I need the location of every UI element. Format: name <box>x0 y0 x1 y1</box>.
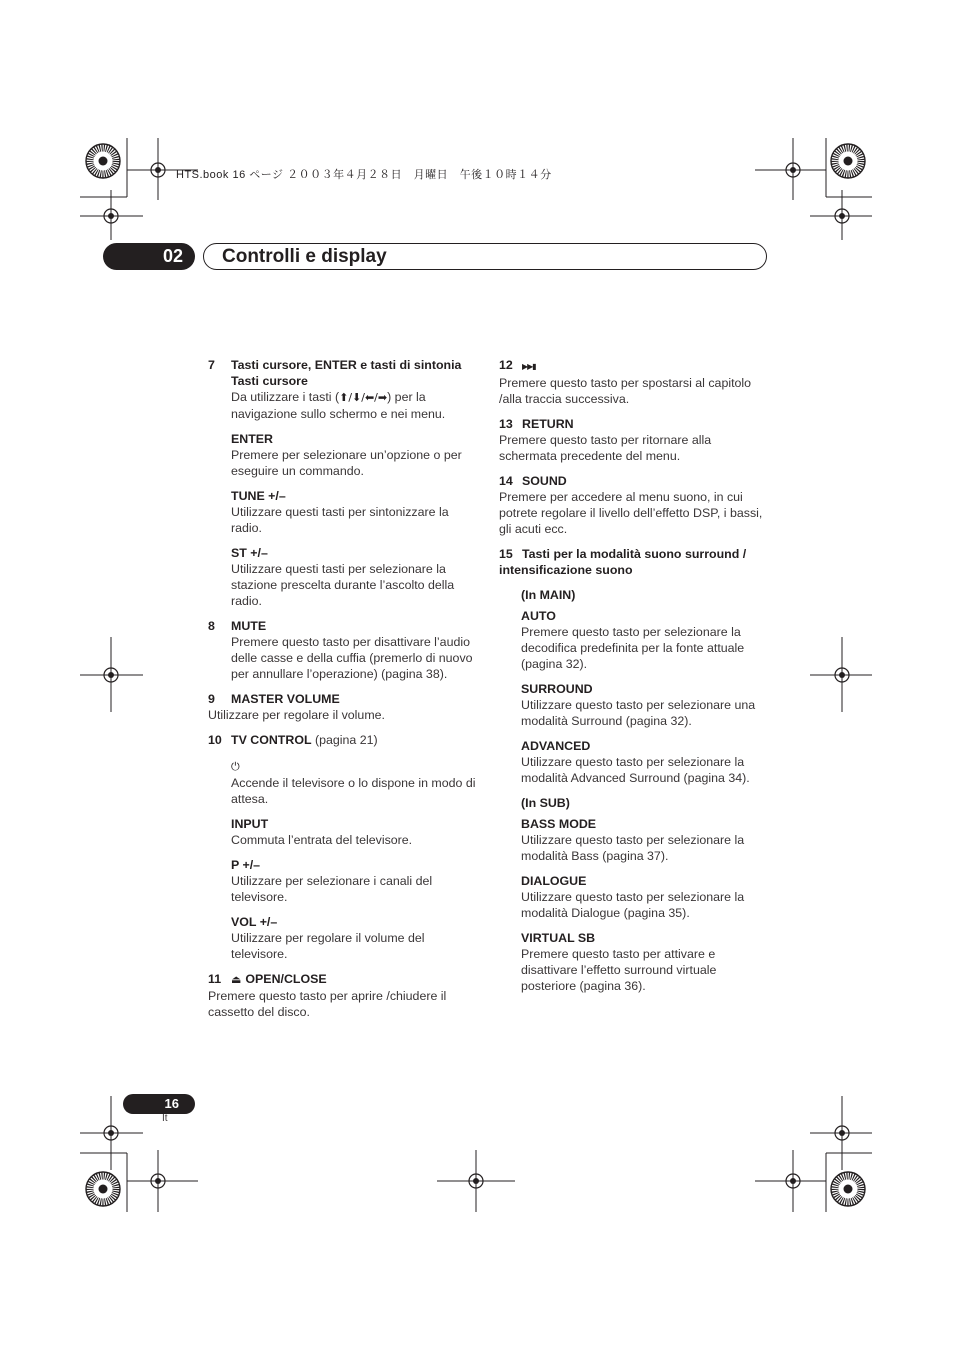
item-14-sound: 14 SOUND Premere per accedere al menu suono, in cui potrete regolare il livello dell’effetto DSP, i bassi, gli acuti ecc. <box>499 474 763 536</box>
eject-icon: ⏏ <box>231 973 242 986</box>
st-entry: ST +/– Utilizzare questi tasti per selezionare la stazione prescelta durante l’ascolto della radio. <box>231 546 455 608</box>
in-main-label: (In MAIN) <box>521 588 576 602</box>
surround-entry: SURROUND Utilizzare questo tasto per selezionare una modalità Surround (pagina 32). <box>521 682 756 728</box>
tv-power-entry: ⏻ Accende il televisore o lo dispone in modo di attesa. <box>208 757 478 807</box>
left-column <box>208 357 478 1029</box>
cursor-keys-title: Tasti cursore <box>231 374 308 388</box>
cursor-keys-text: Da utilizzare i tasti (⬆/⬇/⬅/➡) per la navigazione sullo schermo e nei menu. <box>231 390 446 421</box>
item-11-open-close: 11 ⏏ OPEN/CLOSE Premere questo tasto per aprire /chiudere il cassetto del disco. <box>208 972 447 1019</box>
enter-entry: ENTER Premere per selezionare un’opzione o per eseguire un commando. <box>231 432 462 478</box>
vol-entry: VOL +/– Utilizzare per regolare il volume del televisore. <box>231 915 425 961</box>
print-header-line: HTS.book 16 ページ ２００３年４月２８日 月曜日 午後１０時１４分 <box>176 169 552 181</box>
dialogue-entry: DIALOGUE Utilizzare questo tasto per selezionare la modalità Dialogue (pagina 35). <box>521 874 745 920</box>
auto-entry: AUTO Premere questo tasto per selezionare la decodifica predefinita per la fonte attuale (pagina 32). <box>521 609 745 671</box>
tune-entry: TUNE +/– Utilizzare questi tasti per sintonizzare la radio. <box>231 489 449 535</box>
item-9-master-volume: 9 MASTER VOLUME Utilizzare per regolare il volume. <box>208 692 385 722</box>
item-7-heading: 7 Tasti cursore, ENTER e tasti di sintonia <box>208 358 462 372</box>
bass-mode-entry: BASS MODE Utilizzare questo tasto per selezionare la modalità Bass (pagina 37). <box>521 817 745 863</box>
cursor-keys-entry <box>208 373 478 422</box>
input-entry: INPUT Commuta l’entrata del televisore. <box>231 817 413 847</box>
in-sub-label: (In SUB) <box>521 796 570 810</box>
power-icon: ⏻ <box>231 760 240 773</box>
page-number-badge: 16 <box>123 1094 195 1114</box>
right-column <box>499 357 771 1003</box>
next-track-icon: ▶▶▮ <box>522 362 536 371</box>
item-10-tv-control: 10 TV CONTROL (pagina 21) <box>208 733 378 747</box>
item-8-mute: 8 MUTE Premere questo tasto per disattivare l’audio delle casse e della cuffia (premerlo di nuovo per annullare l’operazione) (pagina 38). <box>208 619 473 681</box>
item-13-return: 13 RETURN Premere questo tasto per ritornare alla schermata precedente del menu. <box>499 417 712 463</box>
item-12-next: 12 ▶▶▮ Premere questo tasto per spostarsi al capitolo /alla traccia successiva. <box>499 358 752 406</box>
chapter-number-badge: 02 <box>103 243 195 270</box>
item-15-surround-keys: 15 Tasti per la modalità suono surround / intensificazione suono <box>499 547 747 577</box>
page-language-code: It <box>162 1113 168 1124</box>
virtual-sb-entry: VIRTUAL SB Premere questo tasto per attivare e disattivare l’effetto surround virtuale posteriore (pagina 36). <box>521 931 717 993</box>
arrow-keys-icon: ⬆/⬇/⬅/➡ <box>339 391 388 404</box>
chapter-title: Controlli e display <box>222 246 387 267</box>
p-entry: P +/– Utilizzare per selezionare i canali del televisore. <box>231 858 433 904</box>
advanced-entry: ADVANCED Utilizzare questo tasto per selezionare la modalità Advanced Surround (pagina 34). <box>521 739 750 785</box>
